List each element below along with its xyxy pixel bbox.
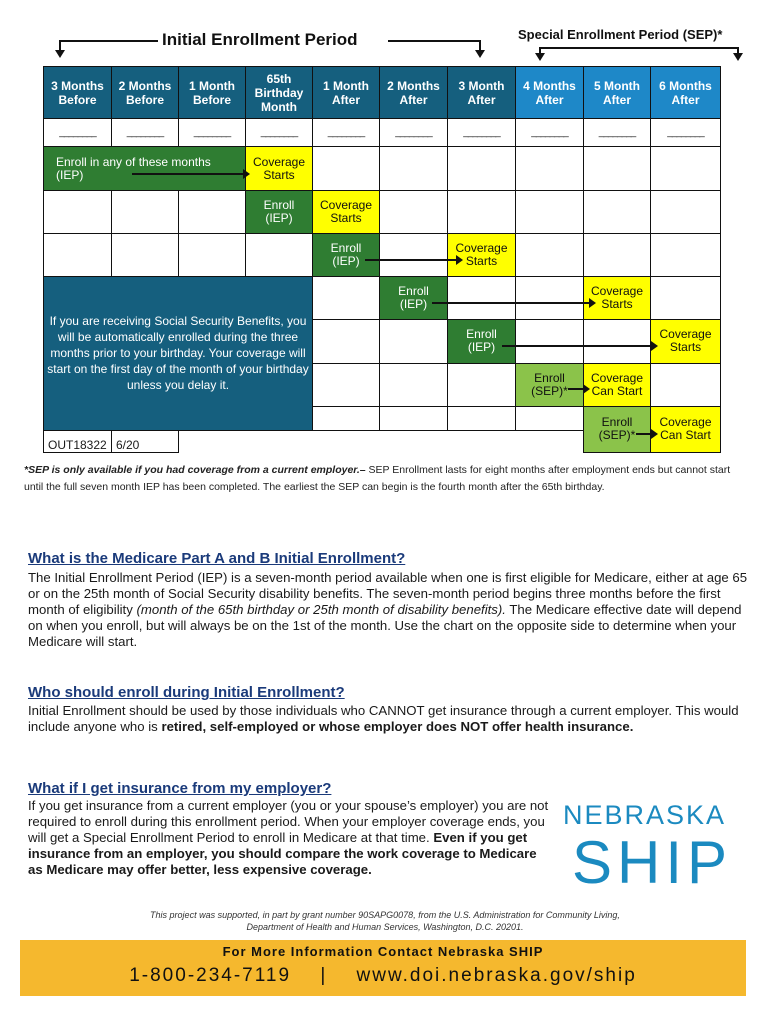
- chart-row-1: [44, 147, 721, 190]
- ship-logo-text: SHIP: [572, 829, 733, 896]
- chart-row-3: [44, 233, 721, 276]
- coverage-starts-cell: Coverage Starts: [313, 190, 380, 233]
- enroll-any-cell: Enroll in any of these months (IEP): [44, 147, 246, 190]
- section-3-body: If you get insurance from a current employer (you or your spouse’s employer) you are not required to enroll during this enrollment period. When your employer coverage ends, you will get a Special Enrollment Period to enroll in Medicare at that time. Even if you get insurance from an employer, you should compare the work coverage to Medicare as Medicare may offer better, less expensive coverage.: [28, 798, 549, 877]
- enroll-cell: Enroll (IEP): [448, 320, 516, 363]
- sep-bracket-line: [540, 47, 738, 49]
- coverage-starts-cell: Coverage Starts: [246, 147, 313, 190]
- section-1-body: The Initial Enrollment Period (IEP) is a seven-month period available when one is first eligible for Medicare, either at age 65 or on the 25th month of Social Security disability benefits. The seven-month period begins three months before the first month of eligibility (month of the 65th birthday or 25th month of disability benefits). The Medicare effective date will depend on when you enroll, but will always be on the 1st of the month. Use the chart on the opposite side to determine when your Medicare will start.: [28, 570, 748, 649]
- enroll-sep-cell: Enroll (SEP)*: [516, 363, 584, 406]
- contact-banner: [20, 940, 746, 996]
- enroll-sep-cell: Enroll (SEP)*: [584, 406, 651, 452]
- iep-bracket-left: [60, 40, 158, 42]
- blank-line: ________: [516, 119, 584, 147]
- section-2-body: Initial Enrollment should be used by those individuals who CANNOT get insurance through a current employer. This would include anyone who is retired, self-employed or whose employer does NOT offer health insurance.: [28, 703, 739, 734]
- arrow-row6: [568, 388, 584, 390]
- enroll-cell: Enroll (IEP): [380, 277, 448, 320]
- col-header: 3 Months Before: [44, 67, 112, 119]
- col-header: 1 Month Before: [179, 67, 246, 119]
- arrow-row4: [432, 302, 590, 304]
- blank-line: ________: [313, 119, 380, 147]
- iep-bracket-right-arrow: [475, 50, 485, 58]
- col-header: 3 Month After: [448, 67, 516, 119]
- coverage-starts-cell: Coverage Starts: [584, 277, 651, 320]
- col-header: 1 Month After: [313, 67, 380, 119]
- coverage-can-start-cell: Coverage Can Start: [584, 363, 651, 406]
- grant-statement: This project was supported, in part by grant number 90SAPG0078, from the U.S. Administration for Community Living, Department of Health and Human Services, Washington, D.C. 20201.: [150, 910, 620, 932]
- col-header: 2 Months After: [380, 67, 448, 119]
- blank-line: ________: [380, 119, 448, 147]
- sep-bracket-right-arrow: [733, 53, 743, 61]
- col-header: 2 Months Before: [112, 67, 179, 119]
- col-header: 65th Birthday Month: [246, 67, 313, 119]
- blank-line: ________: [448, 119, 516, 147]
- form-code: OUT18322: [44, 430, 112, 452]
- info-box: If you are receiving Social Security Benefits, you will be automatically enrolled during the three months prior to your birthday. Your coverage will start on the first day of the month of your birthday unless you delay it.: [44, 277, 313, 431]
- iep-bracket-left-tick: [59, 40, 61, 50]
- iep-bracket-right-tick: [479, 40, 481, 50]
- banner-contact: [20, 959, 746, 987]
- blank-row: [44, 119, 721, 147]
- col-header: 6 Months After: [651, 67, 721, 119]
- sep-bracket-left-arrow: [535, 53, 545, 61]
- blank-line: ________: [651, 119, 721, 147]
- section-2-title: Who should enroll during Initial Enrollment?: [28, 684, 345, 701]
- section-1-title: What is the Medicare Part A and B Initial Enrollment?: [28, 550, 406, 567]
- blank-line: ________: [179, 119, 246, 147]
- enroll-cell: Enroll (IEP): [246, 190, 313, 233]
- website-link[interactable]: www.doi.nebraska.gov/ship: [356, 965, 637, 986]
- banner-separator: |: [320, 965, 328, 986]
- blank-line: ________: [246, 119, 313, 147]
- iep-bracket-right: [388, 40, 480, 42]
- chart-row-2: [44, 190, 721, 233]
- header-row: [44, 67, 721, 119]
- blank-line: ________: [112, 119, 179, 147]
- blank-line: ________: [584, 119, 651, 147]
- col-header: 4 Months After: [516, 67, 584, 119]
- banner-title: For More Information Contact Nebraska SHIP: [222, 944, 544, 959]
- coverage-can-start-cell: Coverage Can Start: [651, 406, 721, 452]
- enroll-cell: Enroll (IEP): [313, 233, 380, 276]
- arrow-row3: [365, 259, 457, 261]
- nebraska-logo-text: NEBRASKA: [563, 800, 727, 830]
- blank-line: ________: [44, 119, 112, 147]
- coverage-starts-cell: Coverage Starts: [448, 233, 516, 276]
- col-header: 5 Month After: [584, 67, 651, 119]
- iep-label: Initial Enrollment Period: [162, 30, 358, 49]
- arrow-row1: [132, 173, 244, 175]
- sep-footnote: *SEP is only available if you had coverage from a current employer.– SEP Enrollment lasts for eight months after employment ends but cannot start until the full seven month IEP has been completed. The earliest the SEP can begin is the fourth month after the 65th birthday.: [24, 464, 731, 493]
- arrow-row5: [502, 345, 652, 347]
- phone-number[interactable]: 1-800-234-7119: [129, 965, 292, 986]
- iep-bracket-left-arrow: [55, 50, 65, 58]
- sep-label: Special Enrollment Period (SEP)*: [518, 27, 723, 42]
- form-date: 6/20: [112, 430, 179, 452]
- chart-row-4: [44, 277, 721, 320]
- coverage-starts-cell: Coverage Starts: [651, 320, 721, 363]
- section-3-title: What if I get insurance from my employer?: [28, 780, 332, 797]
- arrow-row7: [636, 433, 652, 435]
